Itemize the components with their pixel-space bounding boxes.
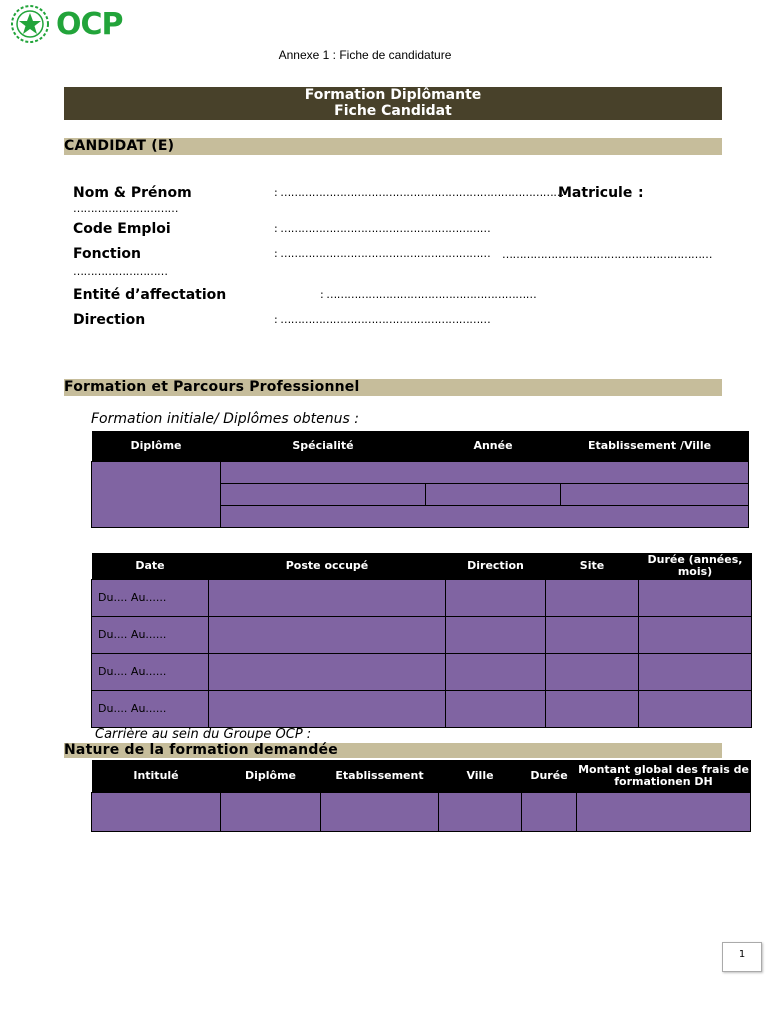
nature-header-row [92,760,751,792]
specialite-cell[interactable] [221,461,749,483]
table-cell[interactable] [209,653,446,690]
nature-table [91,760,751,832]
section-formation: Formation et Parcours Professionnel [64,379,722,396]
col-date: Date [92,553,209,579]
nom-field[interactable]: : ……………………………………………………………………… [274,186,564,199]
table-cell[interactable] [546,690,639,727]
form-title-band [64,87,722,120]
col-site: Site [546,553,639,579]
col-poste: Poste occupé [209,553,446,579]
col-etablissement: Etablissement /Ville [561,431,739,461]
col-ville: Ville [439,760,522,792]
table-cell[interactable] [446,579,546,616]
logo-text: OCP [56,6,123,42]
table-cell[interactable] [209,579,446,616]
entite-field[interactable]: : …………………………………………………… [320,288,537,301]
ocp-emblem-icon [8,4,52,44]
code-emploi-label: Code Emploi [73,221,171,237]
col-montant: Montant global des frais de formationen DH [577,760,751,792]
fonction-field-2[interactable]: …………………………………………………… [502,248,712,261]
table-cell[interactable] [209,690,446,727]
code-emploi-field[interactable]: : …………………………………………………… [274,222,491,235]
table-row [92,653,752,690]
fonction-field-3[interactable]: ……………………… [73,265,168,278]
fonction-field[interactable]: : …………………………………………………… [274,247,491,260]
carriere-table [91,553,752,728]
direction-field[interactable]: : …………………………………………………… [274,313,491,326]
page-number: 1 [722,942,762,972]
table-cell[interactable] [546,579,639,616]
table-row [92,461,749,483]
diplomes-header-row [92,431,749,461]
carriere-header-row [92,553,752,579]
table-cell[interactable] [446,653,546,690]
table-row [92,579,752,616]
table-row [92,792,751,831]
table-cell[interactable] [639,653,752,690]
col-duree: Durée (années, mois) [639,553,752,579]
table-cell[interactable] [639,616,752,653]
col-etablissement: Etablissement [321,760,439,792]
col-diplome: Diplôme [92,431,221,461]
col-duree: Durée [522,760,577,792]
col-direction: Direction [446,553,546,579]
table-cell[interactable] [546,616,639,653]
table-row [92,690,752,727]
col-specialite: Spécialité [221,431,426,461]
table-row [92,616,752,653]
matricule-field[interactable]: ………………………… [73,202,178,215]
matricule-label: Matricule [558,185,633,201]
carriere-label: Carrière au sein du Groupe OCP : [95,727,312,742]
annexe-title: Annexe 1 : Fiche de candidature [278,48,452,62]
diplomes-table [91,431,749,528]
table-cell[interactable] [561,483,749,505]
table-cell[interactable] [426,483,561,505]
table-cell[interactable] [446,616,546,653]
table-cell[interactable] [639,690,752,727]
table-cell[interactable] [221,505,749,527]
col-diplome: Diplôme [221,760,321,792]
matricule-colon: : [638,185,644,201]
date-cell[interactable]: Du.... Au...... [92,579,209,616]
entite-label: Entité d’affectation [73,287,227,303]
date-cell[interactable]: Du.... Au...... [92,653,209,690]
table-cell[interactable] [321,792,439,831]
col-spacer [739,431,749,461]
ocp-logo [8,4,123,44]
diplome-cell[interactable] [92,461,221,527]
table-cell[interactable] [209,616,446,653]
date-cell[interactable]: Du.... Au...... [92,616,209,653]
direction-label: Direction [73,312,146,328]
table-cell[interactable] [221,792,321,831]
table-cell[interactable] [92,792,221,831]
table-cell[interactable] [446,690,546,727]
table-cell[interactable] [439,792,522,831]
nom-label: Nom & Prénom [73,185,192,201]
formation-initiale-label: Formation initiale/ Diplômes obtenus : [91,411,359,427]
section-candidat: CANDIDAT (E) [64,138,722,155]
table-cell[interactable] [639,579,752,616]
table-cell[interactable] [522,792,577,831]
fonction-label: Fonction [73,246,141,262]
table-cell[interactable] [546,653,639,690]
table-cell[interactable] [221,483,426,505]
form-title-line1: Formation Diplômante [304,87,482,103]
form-title-line2: Fiche Candidat [334,103,452,119]
table-cell[interactable] [577,792,751,831]
date-cell[interactable]: Du.... Au...... [92,690,209,727]
col-intitule: Intitulé [92,760,221,792]
section-nature: Nature de la formation demandée [64,743,722,758]
col-annee: Année [426,431,561,461]
